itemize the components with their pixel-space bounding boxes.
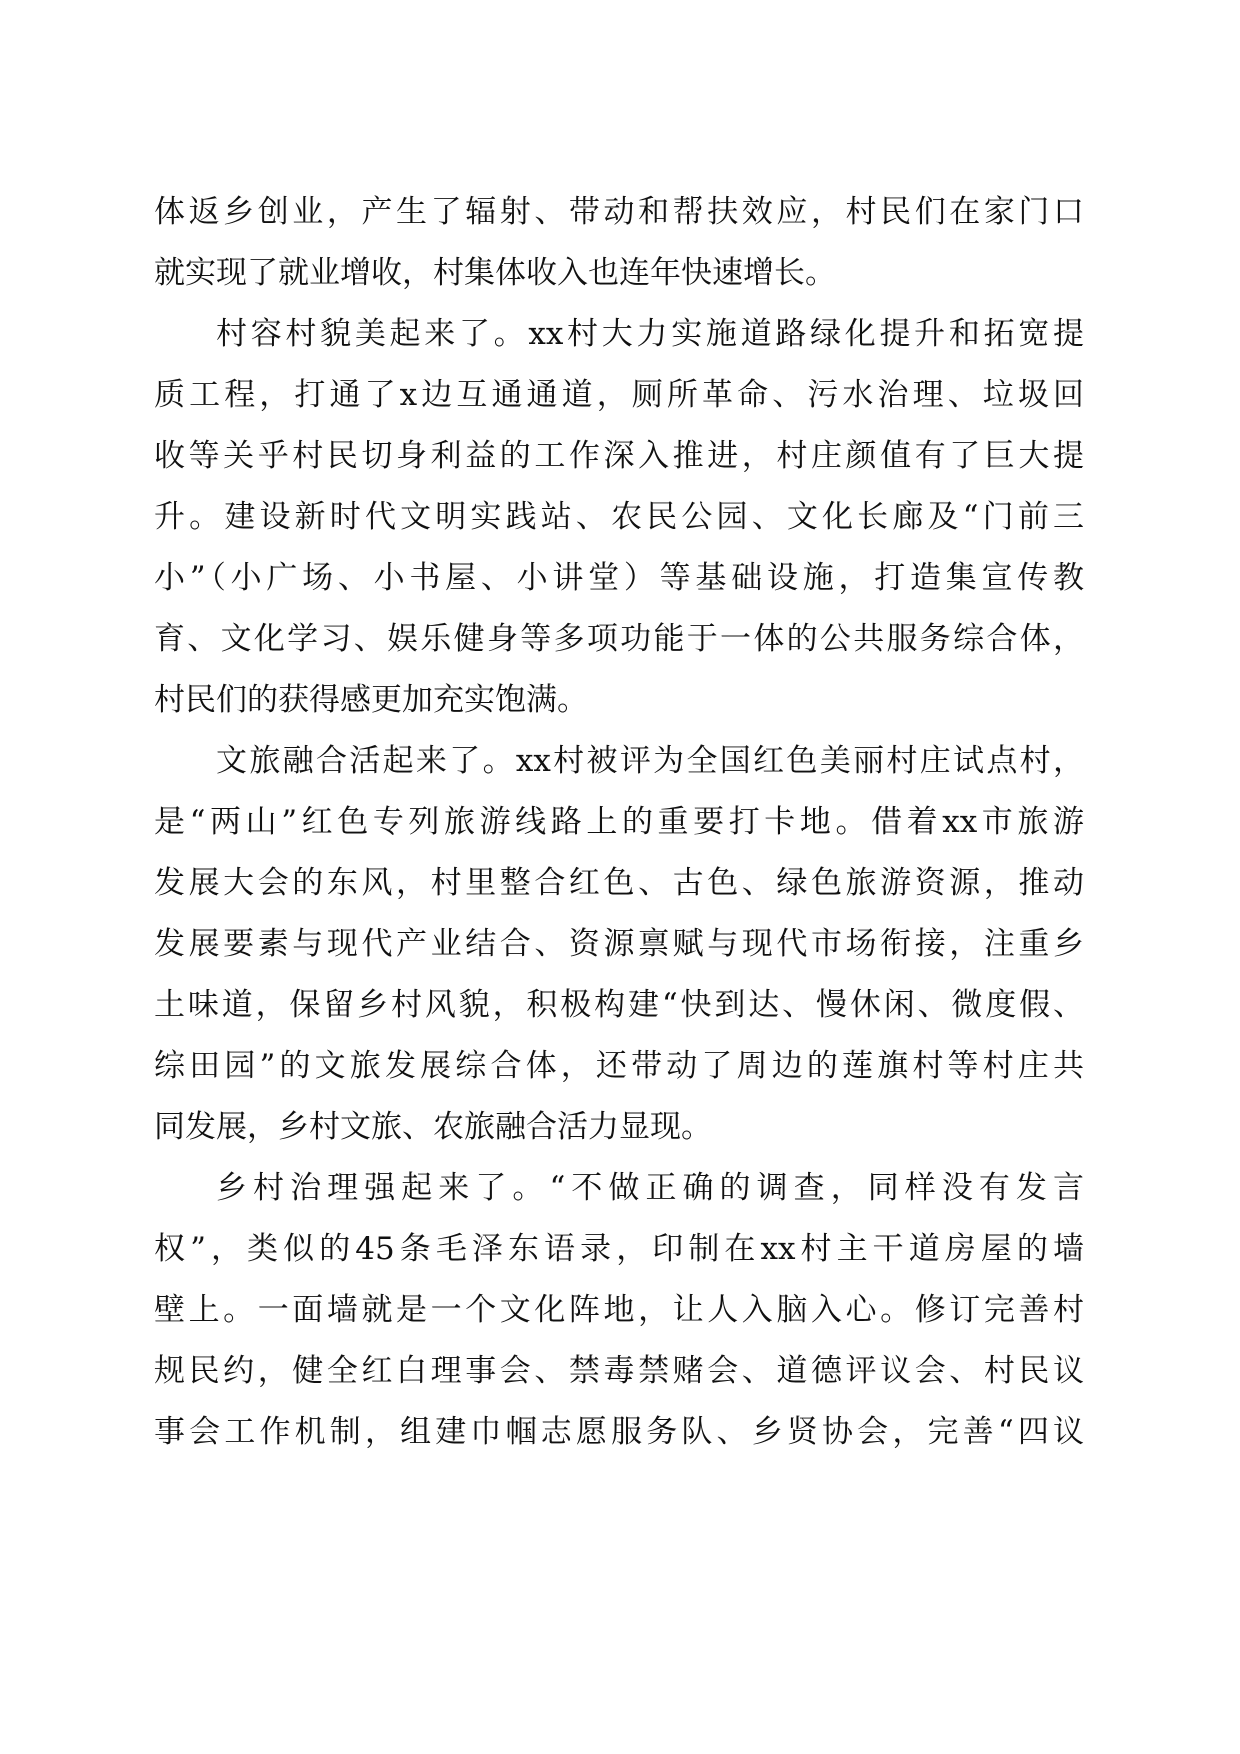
text-line: 发展要素与现代产业结合、资源禀赋与现代市场衔接，注重乡: [154, 926, 1084, 962]
text-line: 是“两山”红色专列旅游线路上的重要打卡地。借着xx市旅游: [154, 804, 1084, 840]
text-line: 村容村貌美起来了。xx村大力实施道路绿化提升和拓宽提: [216, 316, 1084, 352]
text-line: 育、文化学习、娱乐健身等多项功能于一体的公共服务综合体，: [154, 621, 1084, 657]
text-line: 乡村治理强起来了。“不做正确的调查，同样没有发言: [216, 1170, 1084, 1206]
text-line: 综田园”的文旅发展综合体，还带动了周边的莲旗村等村庄共: [154, 1048, 1084, 1084]
text-line: 质工程，打通了x边互通通道，厕所革命、污水治理、垃圾回: [154, 377, 1084, 413]
text-line: 体返乡创业，产生了辐射、带动和帮扶效应，村民们在家门口: [154, 194, 1084, 230]
text-line: 文旅融合活起来了。xx村被评为全国红色美丽村庄试点村，: [216, 743, 1084, 779]
text-line: 同发展，乡村文旅、农旅融合活力显现。: [154, 1109, 712, 1145]
text-line: 就实现了就业增收，村集体收入也连年快速增长。: [154, 255, 836, 291]
text-line: 土味道，保留乡村风貌，积极构建“快到达、慢休闲、微度假、: [154, 987, 1084, 1023]
text-line: 升。建设新时代文明实践站、农民公园、文化长廊及“门前三: [154, 499, 1084, 535]
text-line: 收等关乎村民切身利益的工作深入推进，村庄颜值有了巨大提: [154, 438, 1084, 474]
text-line: 权”，类似的45条毛泽东语录，印制在xx村主干道房屋的墙: [154, 1231, 1084, 1267]
text-line: 发展大会的东风，村里整合红色、古色、绿色旅游资源，推动: [154, 865, 1084, 901]
text-line: 事会工作机制，组建巾帼志愿服务队、乡贤协会，完善“四议: [154, 1414, 1084, 1450]
text-line: 村民们的获得感更加充实饱满。: [154, 682, 588, 718]
text-line: 规民约，健全红白理事会、禁毒禁赌会、道德评议会、村民议: [154, 1353, 1084, 1389]
text-line: 小”（小广场、小书屋、小讲堂）等基础设施，打造集宣传教: [154, 560, 1084, 596]
text-line: 壁上。一面墙就是一个文化阵地，让人入脑入心。修订完善村: [154, 1292, 1084, 1328]
